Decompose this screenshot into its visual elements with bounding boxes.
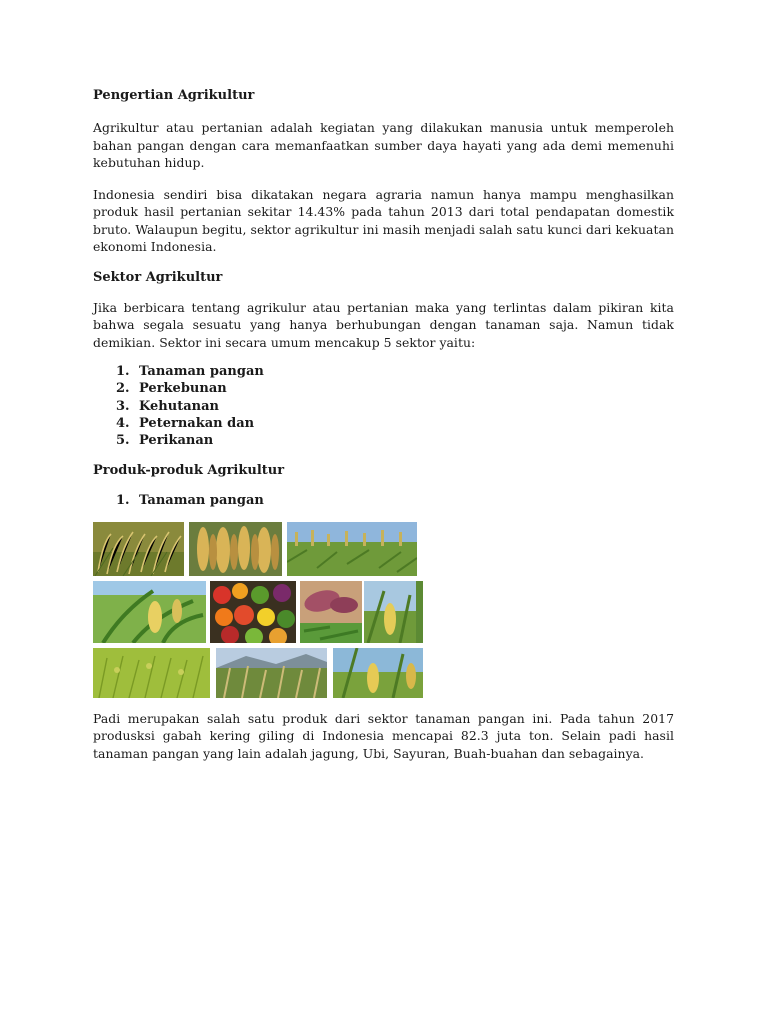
corn-plant-image xyxy=(93,581,206,643)
corn-cob-image xyxy=(364,581,423,643)
paragraph-indonesia: Indonesia sendiri bisa dikatakan negara agraria namun hanya mampu menghasilkan produk hasil pertanian sekitar 14.43% pada tahun 2013 dari total pendapatan domestik bruto. Walaupun begitu, sektor agrikultur ini masih menjadi salah satu kunci dari kekuatan ekonomi Indonesia. xyxy=(93,186,674,254)
wheat-field-image xyxy=(216,648,327,698)
corn-field-image xyxy=(287,522,417,576)
list-item: 5. Perikanan xyxy=(116,433,214,449)
rice-paddy-image xyxy=(93,648,210,698)
vegetables-image xyxy=(210,581,296,643)
crops-collage xyxy=(93,522,423,698)
rice-field-image xyxy=(93,522,184,576)
heading-produk: Produk-produk Agrikultur xyxy=(93,463,285,479)
document-page xyxy=(93,86,674,762)
product-list xyxy=(93,492,674,509)
list-item: 4. Peternakan dan xyxy=(116,415,255,431)
paragraph-padi: Padi merupakan salah satu produk dari sektor tanaman pangan ini. Pada tahun 2017 produsksi gabah kering giling di Indonesia mencapai 82.3 juta ton. Selain padi hasil tanaman pangan yang lain adalah jagung, Ubi, Sayuran, Buah-buahan dan sebagainya. xyxy=(93,710,674,761)
list-item: 2. Perkebunan xyxy=(116,381,227,397)
rice-grain-image xyxy=(189,522,282,576)
list-item: 3. Kehutanan xyxy=(116,398,219,414)
paragraph-definition: Agrikultur atau pertanian adalah kegiatan yang dilakukan manusia untuk memperoleh bahan pangan dengan cara memanfaatkan sumber daya hayati yang ada demi memenuhi kebutuhan hidup. xyxy=(93,120,674,170)
list-item: 1. Tanaman pangan xyxy=(116,364,264,379)
list-item: 1. Tanaman pangan xyxy=(116,493,264,509)
paragraph-sektor: Jika berbicara tentang agrikulur atau pertanian maka yang terlintas dalam pikiran kita bahwa segala sesuatu yang hanya berhubungan dengan tanaman saja. Namun tidak demikian. Sektor ini secara umum mencakup 5 sektor yaitu: xyxy=(93,299,674,350)
heading-sektor: Sektor Agrikultur xyxy=(93,269,223,285)
sweet-potato-image xyxy=(300,581,362,643)
heading-pengertian: Pengertian Agrikultur xyxy=(93,88,255,103)
sector-list xyxy=(93,363,674,449)
corn-closeup-image xyxy=(333,648,423,698)
